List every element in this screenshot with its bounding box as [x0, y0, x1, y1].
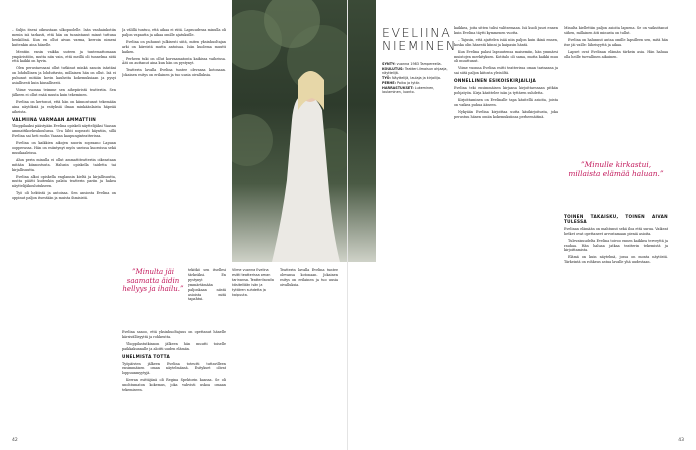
paragraph: Alun perin minulla ei ollut ammattiteatteriin oikeastaan mitään kiinnostusta. Halusin opiskella taidetta tai kirjallisuutta.: [12, 157, 116, 172]
paragraph: Nykyään Evelina kirjoittaa uutta käsikirjoitusta, joka perustuu hänen omiin kokemuksiinsa perheenäitinä.: [454, 109, 558, 119]
section-subhead: VALMIINA VARMAAN AMMATTIIN: [12, 116, 97, 122]
name-line-2: NIEMINEN: [382, 38, 457, 53]
bio-label: HARRASTUKSET:: [382, 85, 414, 90]
page-number: 42: [12, 438, 18, 443]
paragraph: Työ oli hektistä ja antoisaa. Sen ansiosta Evelina on oppinut paljon itsestään ja muista ihmisistä.: [12, 191, 116, 201]
bio-box: [382, 62, 448, 95]
paragraph: – Tajusin, että ajattelen isää niin paljon kuin ikinä ennen, koska olin hänestä kiinni ja kaipasin häntä.: [454, 37, 558, 47]
name-line-1: EVELIINA: [382, 25, 452, 40]
left-column-1: [12, 28, 116, 440]
left-column-2-top: [122, 28, 226, 266]
paragraph: Evelina teki ensimmäisen kirjansa kirjoittaessaan pitkän pohjatyön. Kirja käsittelee isän ja tyttären suhdetta.: [454, 86, 558, 95]
pull-quote: ”Minulta jäi saamatta äidin hellyys ja ihailu.”: [122, 268, 184, 294]
paragraph: Teatterin lavalla Evelina tuntee olevansa kotonaan. Jokainen esitys on erilainen ja tuo uusia oivalluksia.: [122, 68, 226, 78]
photo-caption: [232, 268, 274, 358]
bio-text: Näyttelijä, laulaja ja kirjailija.: [391, 76, 442, 81]
bio-text: vuonna 1983 Tampereella.: [396, 62, 442, 66]
paragraph: Ylioppilastutkinnon jälkeen hän muutti toiselle paikkakunnalle ja aloitti uuden elämän.: [122, 341, 226, 351]
paragraph: Evelina on halunnut antaa omille lapsilleen sen, mitä hän itse jäi vaille: läheisyyttä ja aikaa.: [564, 37, 668, 47]
paragraph: tekitkö sen itsellesi tärkeäksi. En pystynyt ymmärtämään paljonkaan niistä asioista mitä tapahtui.: [188, 268, 226, 302]
section-subhead: TOINEN TAKAISKU, TOINEN AIVAN TULESSA: [564, 214, 668, 224]
bio-label: SYNTY:: [382, 62, 396, 66]
section-subhead: UNELMISTA TOTTA: [122, 353, 171, 359]
section-subhead: ONNELLINEN ESIKOISKIRJAILIJA: [454, 78, 537, 84]
portrait-photo: [232, 0, 348, 262]
paragraph: Ylioppilaaksi päästyään Evelina opiskeli näyttelijäksi Vaasan ammattikorkeakoulussa. Ura lähti nopeasti käyntiin, sillä Evelina sai heti roolin Vaasan kaupunginteatterissa.: [12, 124, 116, 139]
bio-text: Teatteri-ilmaisun ohjaaja, näyttelijä.: [382, 66, 448, 76]
bio-label: TYÖ:: [382, 76, 391, 81]
bio-label: KOULUTUS:: [382, 66, 404, 71]
bio-row: [382, 86, 448, 95]
right-column-2-top: [564, 26, 668, 154]
paragraph: Evelina on kaikkien aikojen nuorin sopraano Lapuan oopperassa. Hän on esiintynyt myös useissa kuoroissa sekä musikaaleissa.: [12, 141, 116, 155]
left-column-2-side: [188, 268, 226, 328]
profile-name: [382, 26, 457, 52]
paragraph: Viime vuonna teimme sen aihepiiristä teatteriin. Sen jälkeen ei ollut enää muuta kuin tekeminen.: [12, 87, 116, 97]
paragraph: kaikkea, joita sitten tulisi valitsemaan. Isä kuoli juuri ennen kuin Evelina täytti kymmenen vuotta.: [454, 26, 558, 35]
paragraph: Kirjoittaminen on Evelinalle tapa käsitellä asioita, joista on vaikea puhua ääneen.: [454, 97, 558, 107]
paragraph: Lapset ovat Evelinan elämän tärkein asia. Hän haluaa olla heille turvallinen aikuinen.: [564, 49, 668, 59]
right-column-1: [454, 26, 558, 440]
paragraph: Tulevaisuudelta Evelina toivoo ennen kaikkea terveyttä ja rauhaa. Hän haluaa jatkaa teatterin tekemistä ja kirjoittamista.: [564, 238, 668, 253]
paragraph: Perheen tuki on ollut korvaamatonta kaikissa vaiheissa. Äiti on auttanut aina kun hän on pystynyt.: [122, 56, 226, 66]
photo-foliage: [232, 0, 348, 262]
paragraph: Evelinan elämään on mahtunut sekä iloa että surua. Vaikeat hetket ovat opettaneet arvostamaan pieniä asioita.: [564, 226, 668, 236]
paragraph: Mentiin ensin vaikka uuteen ja tuntemattomaan ympäristöön, mutta niin vain, että meillä oli tunnelma siitä että kaikki on hyvin.: [12, 49, 116, 64]
bio-text: Lukeminen, laulaminen, luonto.: [382, 85, 435, 95]
paragraph: Kerran esittäjänä oli Regina Spektorin kanssa. Se oli unohtumaton kokemus, joka vahvisti uskoa omaan tekemiseen.: [122, 378, 226, 393]
right-column-2-bottom: [564, 212, 668, 440]
paragraph: Ja välillä tuntuu, että aikaa ei riitä. Lapsuudessa minulla oli paljon vapautta ja aikaa omille ajatuksille.: [122, 28, 226, 37]
paragraph: Olen perustaessani ollut tutkinut minkä sanoin isästäni on lohdullinen ja lohduttavin, millainen hän on ollut. Isä ei puhunut mitään kovin kauheita kokemuksiaan ja pysyi asiallisesti kuin kiusallisesti.: [12, 66, 116, 86]
paragraph: Elämä on kuin näytelmä, jossa on monta näytöstä. Tärkeintä on rohkeus astua lavalle yhä uudestaan.: [564, 255, 668, 265]
bio-row: [382, 67, 448, 76]
page-number: 43: [678, 438, 684, 443]
portrait-photo-right: [348, 0, 376, 262]
paragraph: – Suljin itseni oikeastaan ulkopuolelle. Isän vanhainkotiin menin isä tarkasti, että hän on tunnistanut minut tuttuna henkilönä. Kun en ollut aivan varma, kerroin nimeni kuitenkin aina hänelle.: [12, 28, 116, 47]
left-column-2-bottom: [122, 330, 226, 440]
paragraph: Työpäivien jälkeen Evelina toteutti tuttavilleen ensimmäisen oman näytelmänsä. Esitykset olivat loppuunmyytyjä.: [122, 361, 226, 376]
paragraph: Evelina on puhunut julkisesti siitä, miten yksinhuoltajan arki on kiireistä mutta antoisaa. Isän kuolema muutti kaiken.: [122, 39, 226, 54]
paragraph: Evelina alkoi opiskella englannin kieltä ja kirjallisuutta, mutta päätti kuitenkin palata teatterin pariin ja hakea näyttelijäkoulutukseen.: [12, 174, 116, 189]
paragraph: Minulta kiellettiin paljon asioita lapsena. Se on vaikuttanut siihen, millainen äiti minusta on tullut.: [564, 26, 668, 35]
left-column-3: [280, 268, 338, 440]
caption-text: Viime vuonna Evelina esitti teatterissa oman tarinansa. Teatterilavalla käsitellään isän ja tyttären suhdetta ja kaipuuta.: [232, 268, 274, 297]
paragraph: Kun Evelina palasi lapsuutensa maisemiin, hän ymmärsi muistojen merkityksen. Kotitalo oli sama, mutta kaikki muu oli muuttunut.: [454, 49, 558, 64]
pull-quote-right: ”Minulle kirkastui, millaista elämää haluan.”: [568, 160, 664, 178]
bio-text: Poika ja tytär.: [397, 80, 420, 85]
paragraph: Viime vuonna Evelina esitti teatterissa oman tarinansa ja sai siitä paljon kiitosta yleisöltä.: [454, 66, 558, 76]
paragraph: Evelina sanoo, että yksinhuoltajuus on opettanut hänelle kärsivällisyyttä ja rohkeutta.: [122, 330, 226, 339]
right-page: [348, 0, 696, 450]
bio-label: PERHE:: [382, 80, 396, 85]
paragraph: Evelina on kertonut, että hän on kiinnostunut tekemään aina näytöksiä ja esityksiä ilman minkäänlaista häpeää aiheista.: [12, 99, 116, 114]
paragraph: Teatterin lavalla Evelina tuntee olevansa kotonaan. Jokainen esitys on erilainen ja tuo uusia oivalluksia.: [280, 268, 338, 287]
